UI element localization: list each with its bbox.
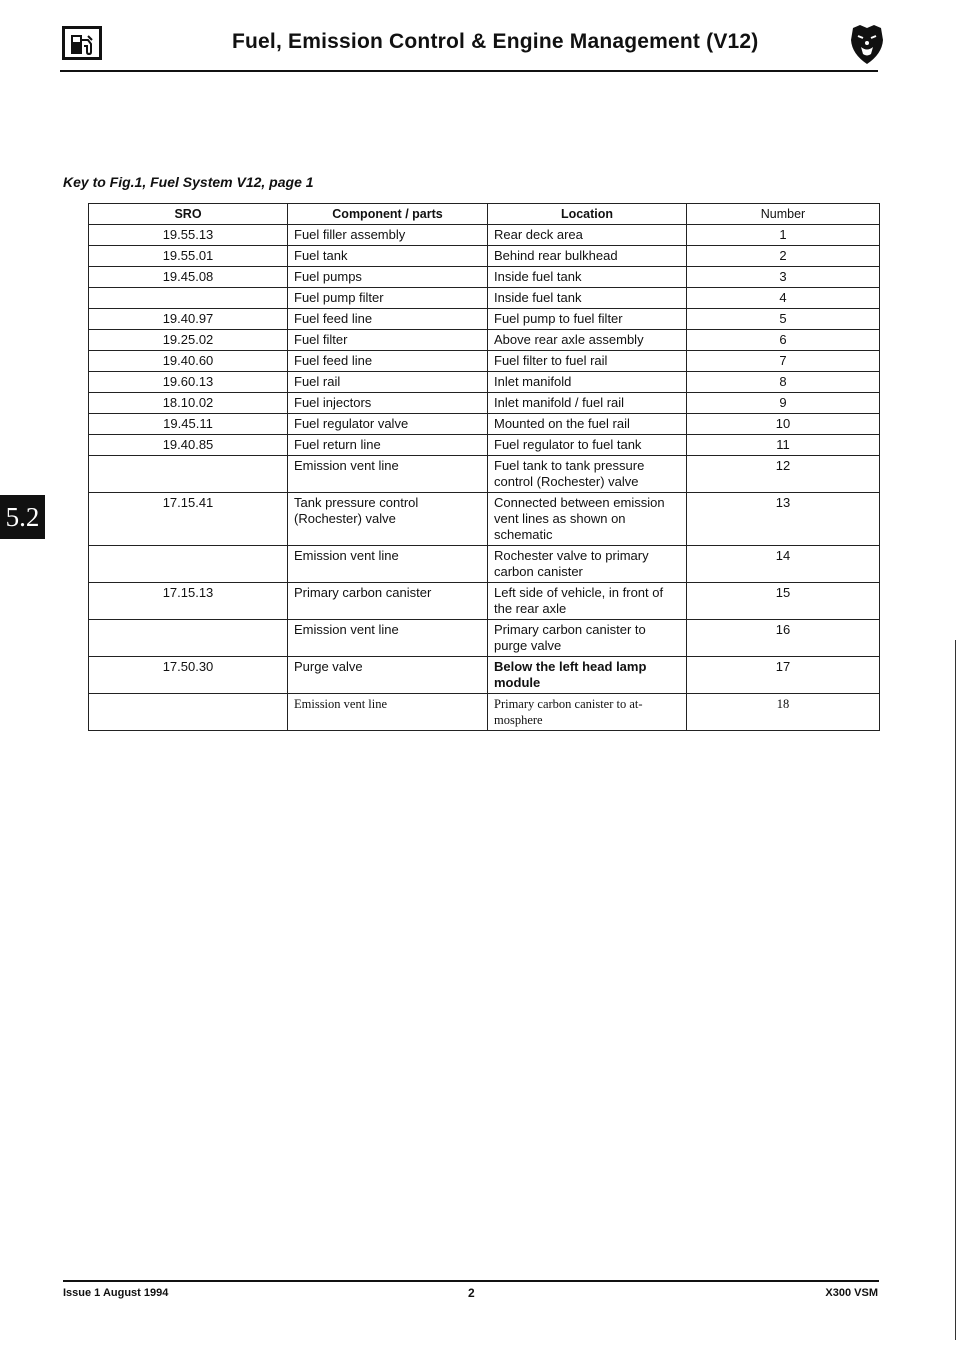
number-cell: 16 (687, 620, 880, 657)
component-cell: Fuel rail (288, 372, 488, 393)
component-cell: Fuel regulator valve (288, 414, 488, 435)
number-cell: 6 (687, 330, 880, 351)
component-cell: Fuel injectors (288, 393, 488, 414)
table-row (89, 330, 880, 351)
sro-cell: 19.40.85 (89, 435, 288, 456)
location-cell: Fuel regulator to fuel tank (488, 435, 687, 456)
fuel-pump-icon (62, 26, 102, 60)
location-cell: Rochester valve to primary carbon canister (488, 546, 687, 583)
table-row (89, 657, 880, 694)
header-number: Number (687, 204, 880, 225)
location-cell: Left side of vehicle, in front of the rear axle (488, 583, 687, 620)
number-cell: 11 (687, 435, 880, 456)
header-location: Location (488, 204, 687, 225)
component-cell: Fuel tank (288, 246, 488, 267)
location-cell: Mounted on the fuel rail (488, 414, 687, 435)
component-cell: Emission vent line (288, 694, 488, 731)
sro-cell (89, 288, 288, 309)
sro-cell: 17.50.30 (89, 657, 288, 694)
number-cell: 18 (687, 694, 880, 731)
component-cell: Fuel pump filter (288, 288, 488, 309)
table-row (89, 493, 880, 546)
location-cell: Fuel tank to tank pressure control (Rochester) valve (488, 456, 687, 493)
table-row (89, 246, 880, 267)
component-cell: Emission vent line (288, 456, 488, 493)
sro-cell: 17.15.13 (89, 583, 288, 620)
location-cell: Inside fuel tank (488, 288, 687, 309)
number-cell: 13 (687, 493, 880, 546)
table-row (89, 583, 880, 620)
sro-cell (89, 546, 288, 583)
sro-cell: 19.55.01 (89, 246, 288, 267)
sro-cell: 19.25.02 (89, 330, 288, 351)
location-cell: Below the left head lamp module (488, 657, 687, 694)
table-row (89, 435, 880, 456)
component-cell: Emission vent line (288, 620, 488, 657)
header-component: Component / parts (288, 204, 488, 225)
component-cell: Fuel return line (288, 435, 488, 456)
sro-cell (89, 620, 288, 657)
component-cell: Primary carbon canister (288, 583, 488, 620)
sro-cell: 18.10.02 (89, 393, 288, 414)
number-cell: 8 (687, 372, 880, 393)
sro-cell: 19.45.08 (89, 267, 288, 288)
table-row (89, 456, 880, 493)
location-cell: Primary carbon canister to purge valve (488, 620, 687, 657)
table-row (89, 225, 880, 246)
sro-cell: 19.55.13 (89, 225, 288, 246)
table-row (89, 267, 880, 288)
table-row (89, 288, 880, 309)
number-cell: 17 (687, 657, 880, 694)
number-cell: 9 (687, 393, 880, 414)
header-rule (60, 70, 878, 72)
number-cell: 4 (687, 288, 880, 309)
table-row (89, 546, 880, 583)
table-row (89, 351, 880, 372)
component-cell: Emission vent line (288, 546, 488, 583)
footer-issue: Issue 1 August 1994 (63, 1287, 169, 1299)
location-cell: Fuel pump to fuel filter (488, 309, 687, 330)
table-row (89, 620, 880, 657)
number-cell: 2 (687, 246, 880, 267)
number-cell: 12 (687, 456, 880, 493)
location-cell: Rear deck area (488, 225, 687, 246)
footer-rule (63, 1280, 879, 1282)
sro-cell: 19.60.13 (89, 372, 288, 393)
sro-cell: 19.40.60 (89, 351, 288, 372)
footer-manual-code: X300 VSM (825, 1287, 878, 1299)
number-cell: 1 (687, 225, 880, 246)
component-cell: Purge valve (288, 657, 488, 694)
sro-cell (89, 694, 288, 731)
header-sro: SRO (89, 204, 288, 225)
number-cell: 5 (687, 309, 880, 330)
component-cell: Fuel filler assembly (288, 225, 488, 246)
table-row (89, 372, 880, 393)
section-tab: 5.2 (0, 495, 45, 539)
number-cell: 10 (687, 414, 880, 435)
number-cell: 15 (687, 583, 880, 620)
page-header (60, 20, 890, 72)
footer-page-number: 2 (468, 1286, 475, 1300)
component-cell: Fuel filter (288, 330, 488, 351)
location-cell: Inlet manifold (488, 372, 687, 393)
number-cell: 3 (687, 267, 880, 288)
sro-cell: 17.15.41 (89, 493, 288, 546)
location-cell: Fuel filter to fuel rail (488, 351, 687, 372)
location-cell: Inside fuel tank (488, 267, 687, 288)
location-cell: Connected between emission vent lines as shown on schematic (488, 493, 687, 546)
page-header-title: Fuel, Emission Control & Engine Management (V12) (232, 30, 759, 53)
component-cell: Tank pressure control (Rochester) valve (288, 493, 488, 546)
location-cell: Primary carbon canister to at-mosphere (488, 694, 687, 731)
number-cell: 7 (687, 351, 880, 372)
component-cell: Fuel pumps (288, 267, 488, 288)
component-cell: Fuel feed line (288, 309, 488, 330)
key-table (88, 203, 880, 731)
margin-line (955, 640, 956, 1340)
table-row (89, 393, 880, 414)
table-header-row (89, 204, 880, 225)
jaguar-head-logo (848, 22, 886, 66)
number-cell: 14 (687, 546, 880, 583)
sro-cell: 19.45.11 (89, 414, 288, 435)
location-cell: Behind rear bulkhead (488, 246, 687, 267)
component-cell: Fuel feed line (288, 351, 488, 372)
sro-cell: 19.40.97 (89, 309, 288, 330)
location-cell: Inlet manifold / fuel rail (488, 393, 687, 414)
sro-cell (89, 456, 288, 493)
table-row (89, 694, 880, 731)
table-row (89, 309, 880, 330)
table-row (89, 414, 880, 435)
table-caption: Key to Fig.1, Fuel System V12, page 1 (63, 174, 314, 190)
location-cell: Above rear axle assembly (488, 330, 687, 351)
